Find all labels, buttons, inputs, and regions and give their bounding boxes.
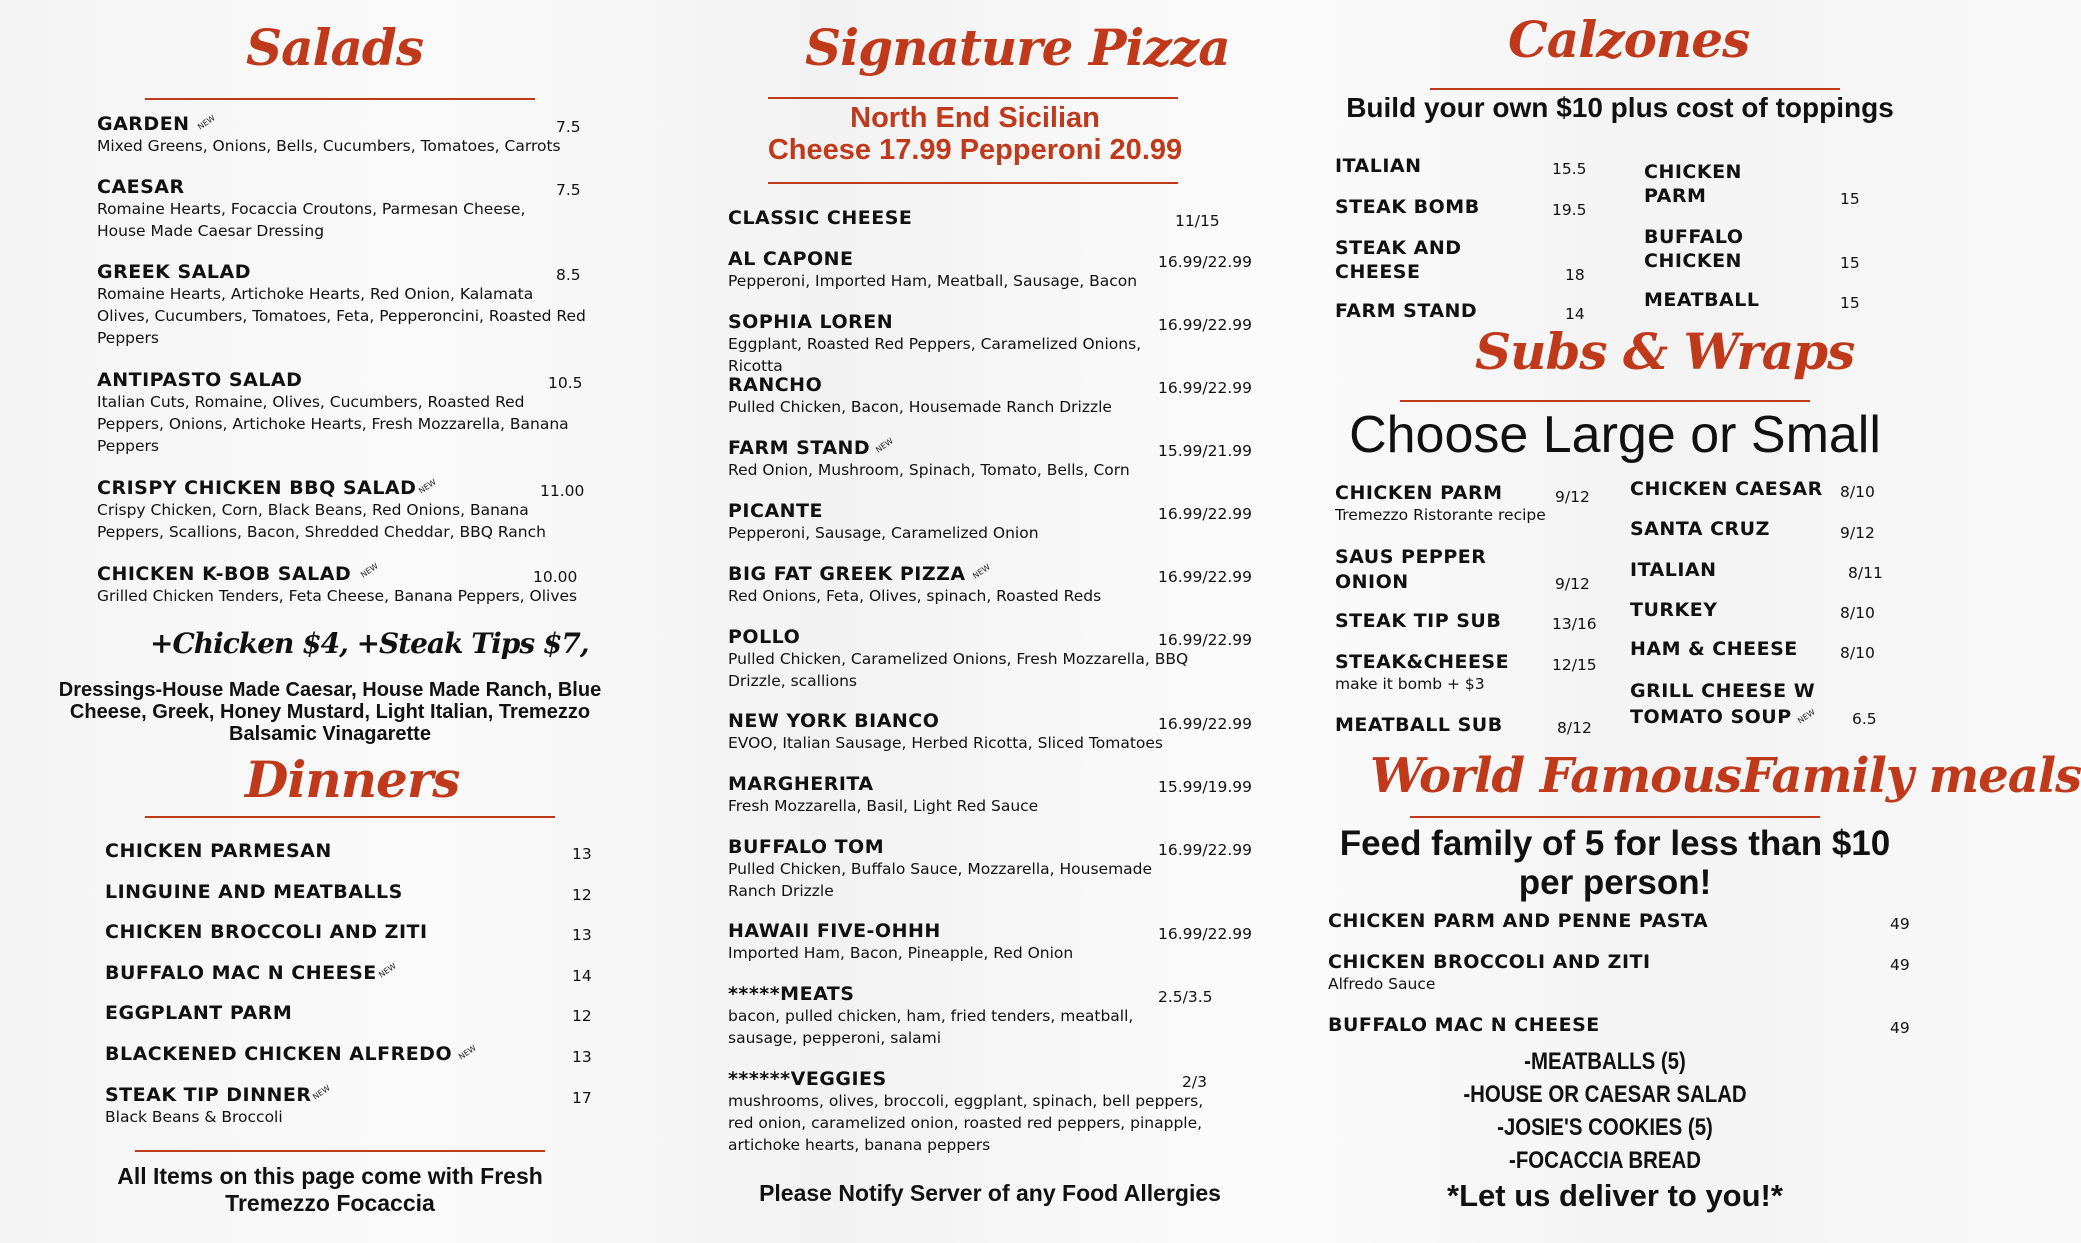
pizza-item: [728, 983, 1198, 1049]
item-name: HAWAII FIVE-OHHH: [728, 920, 941, 942]
calzone-item: ITALIAN: [1335, 155, 1422, 177]
delivery-callout: *Let us deliver to you!*: [1447, 1178, 1783, 1213]
item-name: STEAK&CHEESE: [1335, 651, 1510, 673]
item-name: ******VEGGIES: [728, 1068, 887, 1090]
salad-addons: +Chicken $4, +Steak Tips $7,: [150, 627, 589, 660]
new-badge: NEW: [311, 1083, 332, 1102]
new-badge: NEW: [377, 961, 398, 980]
item-price: 14: [572, 967, 592, 985]
dinners-footer-divider: [135, 1150, 545, 1152]
family-include: -FOCACCIA BREAD: [1509, 1147, 1701, 1174]
item-name: GREEK SALAD: [97, 261, 251, 283]
item-price: 9/12: [1555, 575, 1590, 593]
new-badge: NEW: [874, 436, 895, 455]
calzones-subtitle: Build your own $10 plus cost of toppings: [1346, 92, 1894, 123]
item-price: 13: [572, 926, 592, 944]
item-price: 18: [1565, 266, 1585, 284]
item-price: 15: [1840, 254, 1860, 272]
family-subtitle-line: Feed family of 5 for less than $10: [1339, 824, 1891, 863]
item-price: 15.5: [1552, 160, 1587, 178]
sub-item: SANTA CRUZ: [1630, 518, 1770, 540]
calzone-item: CHICKEN PARM: [1644, 161, 1742, 207]
family-item: CHICKEN PARM AND PENNE PASTA: [1328, 910, 1709, 932]
pizza-item: [728, 920, 1198, 964]
item-name: CLASSIC CHEESE: [728, 207, 913, 229]
item-price: 16.99/22.99: [1158, 841, 1252, 859]
dressings-line: Balsamic Vinagarette: [229, 723, 431, 745]
item-price: 9/12: [1555, 488, 1590, 506]
item-name: CHICKEN BROCCOLI AND ZITI: [1328, 951, 1651, 973]
new-badge: NEW: [196, 113, 217, 132]
item-name: PICANTE: [728, 500, 823, 522]
item-price: 16.99/22.99: [1158, 568, 1252, 586]
pizza-item: [728, 311, 1198, 377]
item-description: bacon, pulled chicken, ham, fried tenders, meatball, sausage, pepperoni, salami: [728, 1007, 1134, 1047]
item-description: Alfredo Sauce: [1328, 975, 1436, 993]
item-price: 13: [572, 845, 592, 863]
right-column: [1300, 0, 2081, 1243]
new-badge: NEW: [417, 477, 438, 496]
dressings-line: Cheese, Greek, Honey Mustard, Light Italian, Tremezzo: [69, 701, 591, 723]
item-price: 13: [572, 1048, 592, 1066]
dressings-text: [40, 679, 620, 745]
dinners-footer: [30, 1163, 630, 1217]
pizza-item: [728, 563, 1198, 607]
item-name: CRISPY CHICKEN BBQ SALAD: [97, 477, 417, 499]
calzones-divider: [1430, 88, 1840, 90]
dinners-divider: [145, 816, 555, 818]
sub-item: ITALIAN: [1630, 559, 1717, 581]
item-name: SOPHIA LOREN: [728, 311, 894, 333]
sicilian-divider: [768, 182, 1178, 184]
family-subtitle: [1320, 824, 1910, 902]
item-description: Grilled Chicken Tenders, Feta Cheese, Banana Peppers, Olives: [97, 587, 578, 605]
item-description: Fresh Mozzarella, Basil, Light Red Sauce: [728, 797, 1039, 815]
item-name: BUFFALO TOM: [728, 836, 885, 858]
subs-divider: [1400, 400, 1810, 402]
dinner-item: BLACKENED CHICKEN ALFREDO: [105, 1043, 453, 1065]
item-description: Romaine Hearts, Focaccia Croutons, Parmesan Cheese, House Made Caesar Dressing: [97, 200, 526, 240]
family-subtitle-line: per person!: [1518, 863, 1712, 902]
family-include: -MEATBALLS (5): [1524, 1048, 1686, 1075]
item-name: CHICKEN PARM: [1335, 482, 1503, 504]
item-price: 16.99/22.99: [1158, 316, 1252, 334]
item-description: Italian Cuts, Romaine, Olives, Cucumbers, Roasted Red Peppers, Onions, Artichoke Hearts, Fresh Mozzarella, Banana Peppers: [97, 393, 569, 455]
item-name: BIG FAT GREEK PIZZA: [728, 563, 966, 585]
item-description: Romaine Hearts, Artichoke Hearts, Red Onion, Kalamata Olives, Cucumbers, Tomatoes, Feta, Pepperoncini, Roasted Red Peppers: [97, 285, 586, 347]
family-meals-heading: World FamousFamily meals: [1370, 748, 2081, 804]
dinner-item: LINGUINE AND MEATBALLS: [105, 881, 403, 903]
item-price: 49: [1890, 1019, 1910, 1037]
item-description: EVOO, Italian Sausage, Herbed Ricotta, Sliced Tomatoes: [728, 734, 1164, 752]
pizza-item: [728, 626, 1198, 692]
dinner-item: [105, 1084, 565, 1128]
item-price: 16.99/22.99: [1158, 925, 1252, 943]
pizza-heading: Signature Pizza: [805, 18, 1230, 77]
item-price: 15.99/19.99: [1158, 778, 1252, 796]
sub-item: GRILL CHEESE W TOMATO SOUP: [1630, 680, 1816, 728]
item-price: 17: [572, 1089, 592, 1107]
pizza-item: [728, 1068, 1208, 1156]
menu-item: [97, 477, 587, 543]
item-name: *****MEATS: [728, 983, 855, 1005]
item-price: 19.5: [1552, 201, 1587, 219]
new-badge: NEW: [359, 561, 380, 580]
pizza-item: [728, 374, 1198, 418]
menu-item: [97, 563, 597, 607]
item-name: ANTIPASTO SALAD: [97, 369, 303, 391]
pizza-item: [728, 207, 1188, 229]
item-price: 49: [1890, 956, 1910, 974]
salads-divider: [145, 98, 535, 100]
calzone-item: MEATBALL: [1644, 289, 1760, 311]
pizza-divider: [768, 97, 1178, 99]
item-price: 8.5: [556, 266, 581, 284]
menu-item: [97, 261, 587, 349]
family-include: -JOSIE'S COOKIES (5): [1497, 1114, 1713, 1141]
new-badge: NEW: [971, 562, 992, 581]
item-description: Imported Ham, Bacon, Pineapple, Red Onion: [728, 944, 1074, 962]
dinner-item: CHICKEN PARMESAN: [105, 840, 332, 862]
left-column: [0, 0, 680, 1243]
pizza-item: [728, 710, 1198, 754]
item-description: Pulled Chicken, Bacon, Housemade Ranch Drizzle: [728, 398, 1112, 416]
item-price: 16.99/22.99: [1158, 505, 1252, 523]
item-name: CAESAR: [97, 176, 185, 198]
item-price: 9/12: [1840, 524, 1875, 542]
subs-heading: Subs & Wraps: [1475, 322, 1855, 381]
item-price: 10.00: [533, 568, 578, 586]
item-description: mushrooms, olives, broccoli, eggplant, spinach, bell peppers, red onion, caramelized onion, roasted red peppers, pinapple, artichoke hearts, banana peppers: [728, 1092, 1204, 1154]
item-price: 15.99/21.99: [1158, 442, 1252, 460]
item-price: 2.5/3.5: [1158, 988, 1213, 1006]
item-price: 8/10: [1840, 604, 1875, 622]
item-description: Red Onion, Mushroom, Spinach, Tomato, Bells, Corn: [728, 461, 1130, 479]
allergy-notice: Please Notify Server of any Food Allergies: [759, 1180, 1221, 1206]
item-name: POLLO: [728, 626, 801, 648]
menu-item: [97, 113, 577, 157]
calzone-item: BUFFALO CHICKEN: [1644, 226, 1744, 272]
item-price: 10.5: [548, 374, 583, 392]
sicilian-pricing: [680, 102, 1270, 166]
item-name: AL CAPONE: [728, 248, 854, 270]
item-price: 14: [1565, 305, 1585, 323]
calzone-item: STEAK BOMB: [1335, 196, 1480, 218]
item-price: 8/12: [1557, 719, 1592, 737]
sicilian-title: North End Sicilian: [850, 102, 1100, 134]
item-price: 8/10: [1840, 644, 1875, 662]
item-price: 8/11: [1848, 564, 1883, 582]
item-price: 16.99/22.99: [1158, 631, 1252, 649]
item-name: FARM STAND: [728, 437, 871, 459]
item-price: 16.99/22.99: [1158, 715, 1252, 733]
dinner-item: BUFFALO MAC N CHEESE: [105, 962, 377, 984]
calzones-heading: Calzones: [1508, 10, 1750, 69]
menu-item: [97, 176, 577, 242]
item-price: 11/15: [1175, 212, 1220, 230]
item-description: make it bomb + $3: [1335, 675, 1485, 693]
sub-item: SAUS PEPPER ONION: [1335, 546, 1487, 593]
pizza-item: [728, 248, 1198, 292]
item-price: 12/15: [1552, 656, 1597, 674]
item-price: 6.5: [1852, 710, 1877, 728]
sub-item: HAM & CHEESE: [1630, 638, 1798, 660]
middle-column: [680, 0, 1300, 1243]
item-price: 49: [1890, 915, 1910, 933]
salads-heading: Salads: [246, 18, 424, 77]
calzone-item: STEAK AND CHEESE: [1335, 237, 1462, 283]
family-item: [1328, 951, 1788, 995]
subs-subtitle: Choose Large or Small: [1349, 406, 1881, 464]
item-price: 2/3: [1182, 1073, 1207, 1091]
item-price: 13/16: [1552, 615, 1597, 633]
family-item: BUFFALO MAC N CHEESE: [1328, 1014, 1600, 1036]
item-price: 7.5: [556, 181, 581, 199]
pizza-item: [728, 500, 1198, 544]
item-description: Crispy Chicken, Corn, Black Beans, Red Onions, Banana Peppers, Scallions, Bacon, Shredded Cheddar, BBQ Ranch: [97, 501, 546, 541]
dressings-line: Dressings-House Made Caesar, House Made Ranch, Blue: [58, 679, 602, 701]
sub-item: STEAK TIP SUB: [1335, 610, 1502, 632]
item-description: Black Beans & Broccoli: [105, 1108, 283, 1126]
item-description: Pulled Chicken, Buffalo Sauce, Mozzarella, Housemade Ranch Drizzle: [728, 860, 1153, 900]
item-name: STEAK TIP DINNER: [105, 1084, 312, 1106]
item-price: 8/10: [1840, 483, 1875, 501]
family-include: -HOUSE OR CAESAR SALAD: [1463, 1081, 1747, 1108]
item-name: CHICKEN K-BOB SALAD: [97, 563, 352, 585]
item-price: 16.99/22.99: [1158, 253, 1252, 271]
item-price: 15: [1840, 294, 1860, 312]
item-description: Pepperoni, Imported Ham, Meatball, Sausage, Bacon: [728, 272, 1138, 290]
item-description: Tremezzo Ristorante recipe: [1335, 506, 1546, 524]
footer-line: All Items on this page come with Fresh: [117, 1163, 543, 1189]
new-badge: NEW: [457, 1043, 478, 1062]
item-description: Mixed Greens, Onions, Bells, Cucumbers, Tomatoes, Carrots: [97, 137, 561, 155]
footer-line: Tremezzo Focaccia: [225, 1190, 435, 1216]
pizza-item: [728, 836, 1198, 902]
dinner-item: EGGPLANT PARM: [105, 1002, 293, 1024]
item-price: 12: [572, 1007, 592, 1025]
new-badge: NEW: [1796, 707, 1817, 726]
item-name: MARGHERITA: [728, 773, 874, 795]
sub-item: TURKEY: [1630, 599, 1718, 621]
pizza-item: [728, 437, 1198, 481]
item-description: Pepperoni, Sausage, Caramelized Onion: [728, 524, 1039, 542]
menu-item: [97, 369, 587, 457]
item-description: Pulled Chicken, Caramelized Onions, Fresh Mozzarella, BBQ Drizzle, scallions: [728, 650, 1189, 690]
item-price: 12: [572, 886, 592, 904]
item-description: Eggplant, Roasted Red Peppers, Caramelized Onions, Ricotta: [728, 335, 1142, 375]
item-description: Red Onions, Feta, Olives, spinach, Roasted Reds: [728, 587, 1102, 605]
calzone-item: FARM STAND: [1335, 300, 1478, 322]
sicilian-prices: Cheese 17.99 Pepperoni 20.99: [767, 134, 1183, 166]
item-name: RANCHO: [728, 374, 823, 396]
item-price: 7.5: [556, 118, 581, 136]
dinners-heading: Dinners: [245, 750, 460, 809]
family-divider: [1410, 816, 1820, 818]
item-price: 15: [1840, 190, 1860, 208]
dinner-item: CHICKEN BROCCOLI AND ZITI: [105, 921, 428, 943]
sub-item: MEATBALL SUB: [1335, 714, 1503, 736]
item-price: 11.00: [540, 482, 585, 500]
item-price: 16.99/22.99: [1158, 379, 1252, 397]
item-name: NEW YORK BIANCO: [728, 710, 940, 732]
pizza-item: [728, 773, 1198, 817]
sub-item: CHICKEN CAESAR: [1630, 478, 1823, 500]
item-name: GARDEN: [97, 113, 190, 135]
